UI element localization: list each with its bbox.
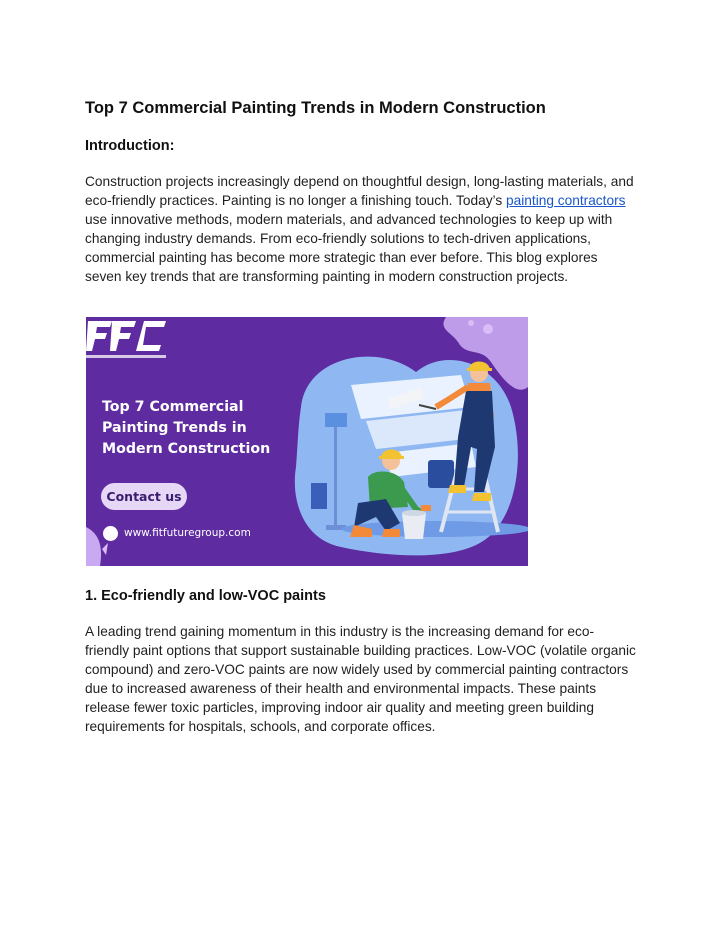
introduction-heading: Introduction:	[85, 138, 175, 154]
ffc-logo	[86, 317, 168, 361]
website-row	[103, 524, 251, 542]
introduction-paragraph	[85, 172, 637, 286]
section-1-paragraph: A leading trend gaining momentum in this industry is the increasing demand for eco-friendly paint options that support sustainable building practices. Low-VOC (volatile organic compound) and zero-VOC paints are now widely used by commercial painting contractors due to increased awareness of their health and environmental impacts. These paints release fewer toxic particles, improving indoor air quality and meeting green building requirements for hospitals, schools, and corporate offices.	[85, 624, 636, 734]
intro-text-start: Construction projects increasingly depend on thoughtful design, long-lasting materials, and eco-friendly practices. Painting is no longer a finishing touch. Today’s	[85, 174, 634, 208]
intro-text-end: use innovative methods, modern materials, and advanced technologies to keep up with changing industry demands. From eco-friendly solutions to tech-driven applications, commercial painting has become more strategic than ever before. This blog explores seven key trends that are transforming painting in modern construction projects.	[85, 212, 613, 284]
banner-headline: Top 7 Commercial Painting Trends in Modern Construction	[102, 399, 271, 457]
website-url: www.fitfuturegroup.com	[124, 527, 251, 539]
section-1-heading: 1. Eco-friendly and low-VOC paints	[85, 588, 326, 604]
globe-icon	[103, 526, 118, 541]
document-title: Top 7 Commercial Painting Trends in Modern Construction	[85, 99, 546, 117]
promo-banner-image	[86, 317, 528, 566]
contact-us-button[interactable]: Contact us	[101, 483, 187, 510]
painting-contractors-link[interactable]: painting contractors	[506, 193, 626, 208]
